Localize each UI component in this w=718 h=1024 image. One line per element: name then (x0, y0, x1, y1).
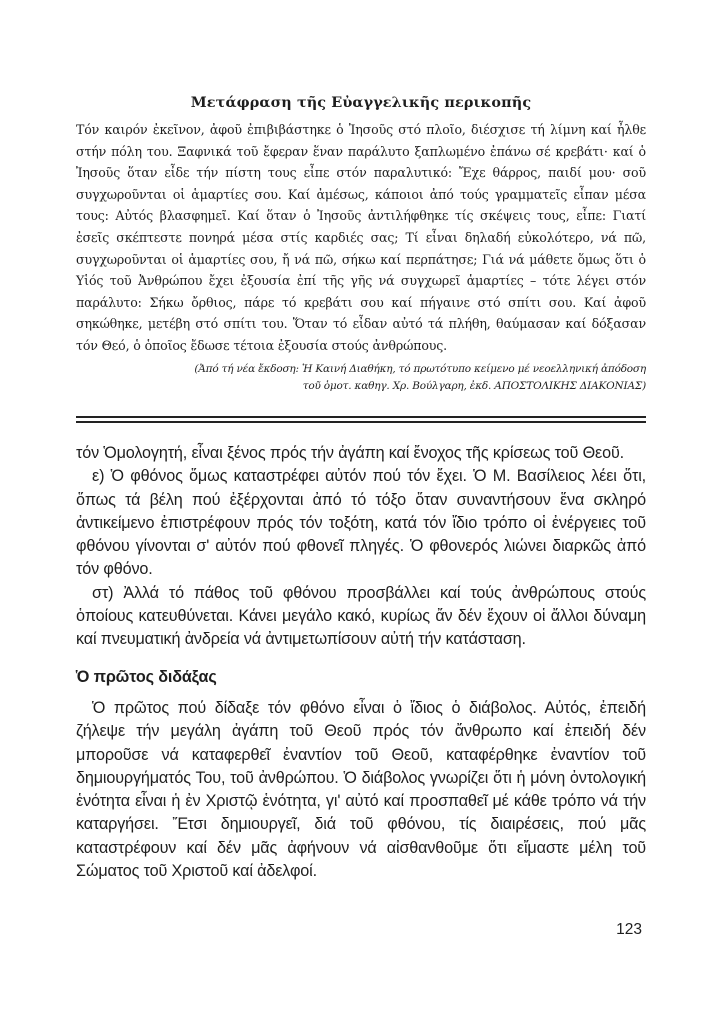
page-number: 123 (616, 921, 642, 938)
section-heading: Ὁ πρῶτος διδάξας (76, 667, 217, 686)
gospel-passage-title: Μετάφραση τῆς Εὐαγγελικῆς περικοπῆς (190, 94, 532, 111)
divider-rule-bottom (76, 421, 646, 423)
paragraph-continuation: τόν Ὁμολογητή, εἶναι ξένος πρός τήν ἀγάπη καί ἔνοχος τῆς κρίσεως τοῦ Θεοῦ. (76, 444, 625, 462)
paragraph-first-teacher: Ὁ πρῶτος πού δίδαξε τόν φθόνο εἶναι ὁ ἴδιος ὁ διάβολος. Αὐτός, ἐπειδή ζήλεψε τήν μεγάλη ἀγάπη τοῦ Θεοῦ πρός τόν ἄνθρωπο καί ἐπειδή δέν μποροῦσε νά καταφερθεῖ ἐναντίον τοῦ Θεοῦ, καταφέρθηκε ἐναντίον τοῦ δημιουργήματός Του, τοῦ ἀνθρώπου. Ὁ διάβολος γνωρίζει ὅτι ἡ μόνη ὀντολογική ἑνότητα εἶναι ἡ ἐν Χριστῷ ἑνότητα, γι' αὐτό καί προσπαθεῖ μέ κάθε τρόπο νά τήν καταργήσει. Ἔτσι δημιουργεῖ, διά τοῦ φθόνου, τίς διαιρέσεις, πού μᾶς καταστρέφουν καί δέν μᾶς ἀφήνουν νά αἰσθανθοῦμε ὅτι εἴμαστε μέλη τοῦ Σώματος τοῦ Χριστοῦ καί ἀδελφοί. (76, 698, 646, 881)
gospel-passage-source (76, 361, 646, 395)
paragraph-e: ε) Ὁ φθόνος ὅμως καταστρέφει αὐτόν πού τόν ἔχει. Ὁ Μ. Βασίλειος λέει ὅτι, ὅπως τά βέλη πού ἐξέρχονται ἀπό τό τόξο ὅταν συναντήσουν ἕνα σκληρό ἀντικείμενο ἐπιστρέφουν πρός τόν τοξότη, κατά τόν ἴδιο τρόπο οἱ ἐνέργειες τοῦ φθόνου γίνονται σ' αὐτόν πού φθονεῖ πληγές. Ὁ φθονερός λιώνει διαρκῶς ἀπό τόν φθόνο. (76, 467, 646, 579)
main-text-block (76, 442, 646, 883)
divider-rule-top (76, 416, 646, 418)
paragraph-st: στ) Ἀλλά τό πάθος τοῦ φθόνου προσβάλλει καί τούς ἀνθρώπους στούς ὁποίους κατευθύνεται. Κάνει μεγάλο κακό, κυρίως ἄν δέν ἔχουν οἱ ἄλλοι δύναμη καί πνευματική ἀνδρεία νά ἀντιμετωπίσουν αὐτή τήν κατάσταση. (76, 583, 646, 649)
gospel-passage-body: Τόν καιρόν ἐκεῖνον, ἀφοῦ ἐπιβιβάστηκε ὁ Ἰησοῦς στό πλοῖο, διέσχισε τή λίμνη καί ἦλθε στήν πόλη του. Ξαφνικά τοῦ ἔφεραν ἕναν παράλυτο ξαπλωμένο ἐπάνω σέ κρεβάτι· καί ὁ Ἰησοῦς ὅταν εἶδε τήν πίστη τους εἶπε στόν παραλυτικό: Ἔχε θάρρος, παιδί μου· σοῦ συγχωροῦνται οἱ ἁμαρτίες σου. Καί ἀμέσως, κάποιοι ἀπό τούς γραμματεῖς εἶπαν μέσα τους: Αὐτός βλασφημεῖ. Καί ὅταν ὁ Ἰησοῦς ἀντιλήφθηκε τίς σκέψεις τους, εἶπε: Γιατί ἐσεῖς σκέπτεστε πονηρά μέσα στίς καρδιές σας; Τί εἶναι δηλαδή εὐκολότερο, νά πῶ, συγχωροῦνται οἱ ἁμαρτίες σου, ἤ νά πῶ, σήκω καί περπάτησε; Γιά νά μάθετε ὅμως ὅτι ὁ Υἱός τοῦ Ἀνθρώπου ἔχει ἐξουσία ἐπί τῆς γῆς νά συγχωρεῖ ἁμαρτίες – τότε λέγει στόν παράλυτο: Σήκω ὄρθιος, πάρε τό κρεβάτι σου καί πήγαινε στό σπίτι σου. Καί ἀφοῦ σηκώθηκε, μετέβη στό σπίτι του. Ὅταν τό εἶδαν αὐτό τά πλήθη, θαύμασαν καί δόξασαν τόν Θεό, ὁ ὁποῖος ἔδωσε τέτοια ἐξουσία στούς ἀνθρώπους. (76, 122, 646, 353)
source-line-2: τοῦ ὁμοτ. καθηγ. Χρ. Βούλγαρη, ἐκδ. ΑΠΟΣΤΟΛΙΚΗΣ ΔΙΑΚΟΝΙΑΣ) (302, 379, 646, 392)
gospel-passage-block (76, 93, 646, 395)
source-line-1: (Ἀπό τή νέα ἔκδοση: Ἡ Καινή Διαθήκη, τό πρωτότυπο κείμενο μέ νεοελληνική ἀπόδοση (194, 362, 646, 375)
